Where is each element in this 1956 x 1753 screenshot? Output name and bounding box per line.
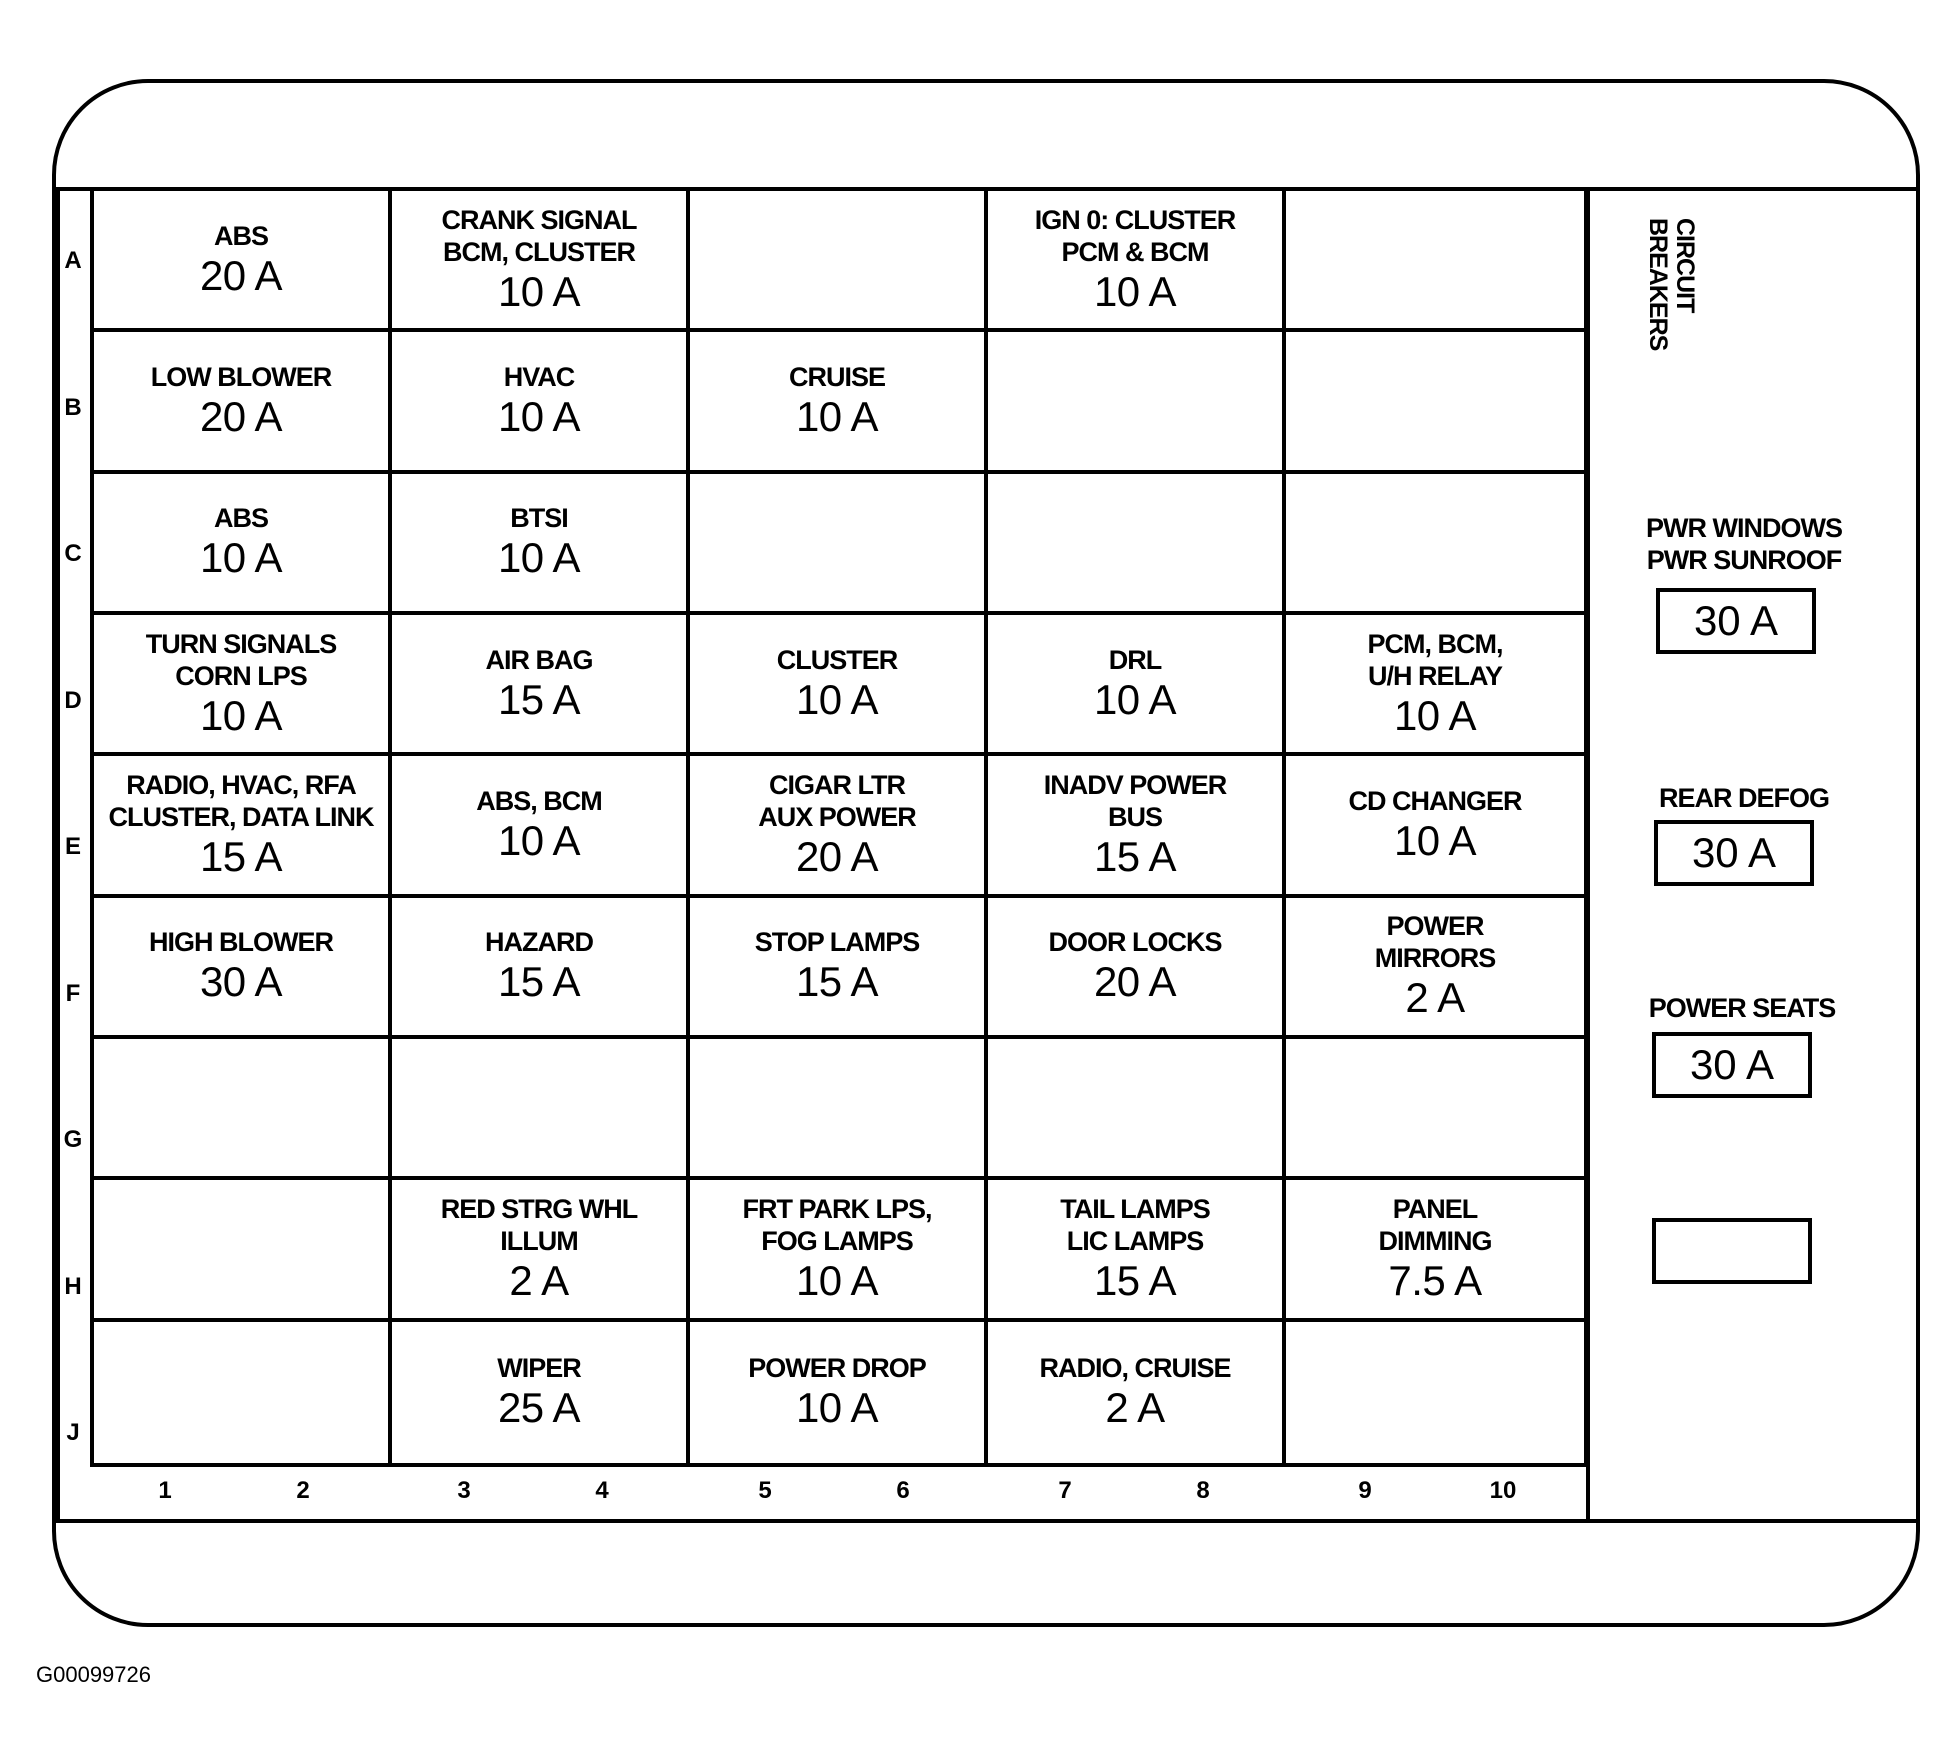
fuse-cell-j4	[988, 1322, 1286, 1463]
fuse-label: HVAC	[503, 361, 575, 392]
fuse-rating: 20 A	[1093, 958, 1177, 1006]
fuse-label: DRL	[1108, 644, 1162, 675]
fuse-label: ABS	[213, 503, 268, 534]
fuse-rating: 10 A	[199, 534, 283, 582]
fuse-cell-d5	[1286, 615, 1584, 756]
column-number-9: 9	[1358, 1477, 1372, 1504]
fuse-cell-e3	[690, 756, 988, 897]
fuse-label: HAZARD	[485, 927, 593, 958]
fuse-cell-e2	[392, 756, 690, 897]
fuse-label: CRUISE	[788, 361, 885, 392]
row-letter-f: F	[65, 980, 81, 1007]
figure-id: G00099726	[36, 1662, 151, 1687]
fuse-cell-c3	[690, 474, 988, 615]
fuse-label: DOOR LOCKS	[1048, 927, 1222, 958]
breaker-label-power-seats: POWER SEATS	[1648, 993, 1836, 1023]
fuse-cell-c2	[392, 474, 690, 615]
fuse-label: LOW BLOWER	[150, 361, 332, 392]
fuse-label: WIPER	[497, 1353, 581, 1384]
fuse-rating: 10 A	[1393, 691, 1477, 739]
column-number-1: 1	[158, 1477, 172, 1504]
fuse-label: RED STRG WHL ILLUM	[440, 1193, 638, 1256]
circuit-breakers-title: CIRCUIT BREAKERS	[1644, 218, 1699, 351]
fuse-rating: 20 A	[795, 832, 879, 880]
fuse-cell-a5	[1286, 191, 1584, 332]
fuse-cell-j1	[94, 1322, 392, 1463]
fuse-cell-h4	[988, 1180, 1286, 1321]
breaker-rear-defog	[1654, 820, 1814, 886]
fuse-label: ABS	[213, 220, 268, 251]
fuse-label: CLUSTER	[776, 644, 898, 675]
breaker-label-rear-defog: REAR DEFOG	[1658, 783, 1829, 813]
fuse-rating: 10 A	[199, 691, 283, 739]
row-letter-d: D	[64, 687, 82, 714]
fuse-label: INADV POWER BUS	[1043, 769, 1227, 832]
fuse-cell-a2	[392, 191, 690, 332]
fuse-cell-g3	[690, 1039, 988, 1180]
row-letter-g: G	[63, 1126, 83, 1153]
fuse-rating: 10 A	[497, 392, 581, 440]
fuse-label: BTSI	[510, 503, 568, 534]
fuse-label: HIGH BLOWER	[149, 927, 333, 958]
fuse-cell-h1	[94, 1180, 392, 1321]
fuse-rating: 10 A	[795, 675, 879, 723]
breaker-power-seats	[1652, 1032, 1812, 1098]
fuse-cell-b5	[1286, 332, 1584, 473]
fuse-rating: 10 A	[1093, 267, 1177, 315]
fuse-cell-b4	[988, 332, 1286, 473]
fuse-rating: 2 A	[509, 1256, 569, 1304]
panel-bottom-divider	[56, 1519, 1916, 1523]
row-letter-e: E	[64, 833, 81, 860]
fuse-cell-d2	[392, 615, 690, 756]
fuse-cell-c4	[988, 474, 1286, 615]
column-number-10: 10	[1489, 1477, 1517, 1504]
column-number-6: 6	[896, 1477, 910, 1504]
breaker-rating: 30 A	[1689, 1041, 1775, 1088]
fuse-cell-d4	[988, 615, 1286, 756]
fuse-cell-c5	[1286, 474, 1584, 615]
fuse-rating: 15 A	[1093, 832, 1177, 880]
fuse-label: RADIO, HVAC, RFA CLUSTER, DATA LINK	[108, 769, 374, 832]
fuse-cell-g1	[94, 1039, 392, 1180]
fuse-cell-a4	[988, 191, 1286, 332]
fuse-rating: 15 A	[497, 675, 581, 723]
fuse-rating: 10 A	[497, 816, 581, 864]
fuse-label: STOP LAMPS	[754, 927, 920, 958]
fuse-label: PCM, BCM, U/H RELAY	[1367, 628, 1503, 691]
fuse-label: ABS, BCM	[476, 785, 602, 816]
fuse-label: CD CHANGER	[1348, 785, 1522, 816]
row-letter-c: C	[64, 540, 82, 567]
fuse-rating: 10 A	[795, 392, 879, 440]
fuse-rating: 10 A	[1393, 816, 1477, 864]
fuse-rating: 15 A	[497, 958, 581, 1006]
fuse-cell-f4	[988, 898, 1286, 1039]
column-number-3: 3	[457, 1477, 471, 1504]
fuse-rating: 20 A	[199, 392, 283, 440]
breaker-rating: 30 A	[1691, 829, 1777, 876]
fuse-label: AIR BAG	[485, 644, 593, 675]
fuse-rating: 10 A	[795, 1384, 879, 1432]
fuse-rating: 15 A	[795, 958, 879, 1006]
row-letter-a: A	[64, 247, 82, 274]
fuse-rating: 30 A	[199, 958, 283, 1006]
fuse-cell-b1	[94, 332, 392, 473]
fuse-cell-d1	[94, 615, 392, 756]
fuse-label: POWER DROP	[748, 1353, 926, 1384]
fuse-cell-e4	[988, 756, 1286, 897]
fuse-label: CIGAR LTR AUX POWER	[758, 769, 916, 832]
fuse-cell-a1	[94, 191, 392, 332]
fuse-label: POWER MIRRORS	[1374, 911, 1496, 974]
row-letter-h: H	[64, 1273, 82, 1300]
fuse-cell-g4	[988, 1039, 1286, 1180]
column-number-5: 5	[758, 1477, 772, 1504]
fuse-cell-j5	[1286, 1322, 1584, 1463]
fuse-cell-h3	[690, 1180, 988, 1321]
fuse-label: TURN SIGNALS CORN LPS	[145, 628, 337, 691]
column-number-7: 7	[1058, 1477, 1072, 1504]
breaker-pwr-windows	[1656, 588, 1816, 654]
breaker-rating: 30 A	[1693, 597, 1779, 644]
fuse-rating: 15 A	[199, 832, 283, 880]
fuse-cell-e5	[1286, 756, 1584, 897]
fuse-cell-a3	[690, 191, 988, 332]
row-letter-b: B	[64, 394, 82, 421]
fuse-label: CRANK SIGNAL BCM, CLUSTER	[441, 204, 637, 267]
fuse-rating: 10 A	[1093, 675, 1177, 723]
fuse-grid	[90, 187, 1588, 1467]
fuse-rating: 10 A	[497, 534, 581, 582]
fuse-cell-g2	[392, 1039, 690, 1180]
fuse-cell-d3	[690, 615, 988, 756]
fuse-label: TAIL LAMPS LIC LAMPS	[1060, 1193, 1210, 1256]
breaker-empty-slot	[1652, 1218, 1812, 1284]
fuse-cell-e1	[94, 756, 392, 897]
fuse-cell-c1	[94, 474, 392, 615]
fuse-label: RADIO, CRUISE	[1039, 1353, 1231, 1384]
fuse-label: FRT PARK LPS, FOG LAMPS	[742, 1193, 932, 1256]
fuse-rating: 20 A	[199, 251, 283, 299]
fuse-rating: 10 A	[795, 1256, 879, 1304]
breaker-label-pwr-windows: PWR WINDOWS PWR SUNROOF	[1646, 513, 1842, 575]
column-number-8: 8	[1196, 1477, 1210, 1504]
fuse-cell-j2	[392, 1322, 690, 1463]
fuse-cell-f1	[94, 898, 392, 1039]
fuse-rating: 15 A	[1093, 1256, 1177, 1304]
fuse-rating: 2 A	[1405, 974, 1465, 1022]
row-letter-j: J	[66, 1419, 80, 1446]
fuse-rating: 7.5 A	[1388, 1256, 1482, 1304]
fuse-cell-b3	[690, 332, 988, 473]
column-number-2: 2	[296, 1477, 310, 1504]
fuse-cell-g5	[1286, 1039, 1584, 1180]
fuse-rating: 10 A	[497, 267, 581, 315]
fuse-rating: 2 A	[1105, 1384, 1165, 1432]
fuse-label: IGN 0: CLUSTER PCM & BCM	[1034, 204, 1236, 267]
fuse-cell-f2	[392, 898, 690, 1039]
fuse-cell-f3	[690, 898, 988, 1039]
fuse-cell-j3	[690, 1322, 988, 1463]
fuse-label: PANEL DIMMING	[1378, 1193, 1492, 1256]
fuse-cell-f5	[1286, 898, 1584, 1039]
column-number-4: 4	[595, 1477, 609, 1504]
fuse-cell-h2	[392, 1180, 690, 1321]
fuse-rating: 25 A	[497, 1384, 581, 1432]
fuse-cell-b2	[392, 332, 690, 473]
fuse-cell-h5	[1286, 1180, 1584, 1321]
